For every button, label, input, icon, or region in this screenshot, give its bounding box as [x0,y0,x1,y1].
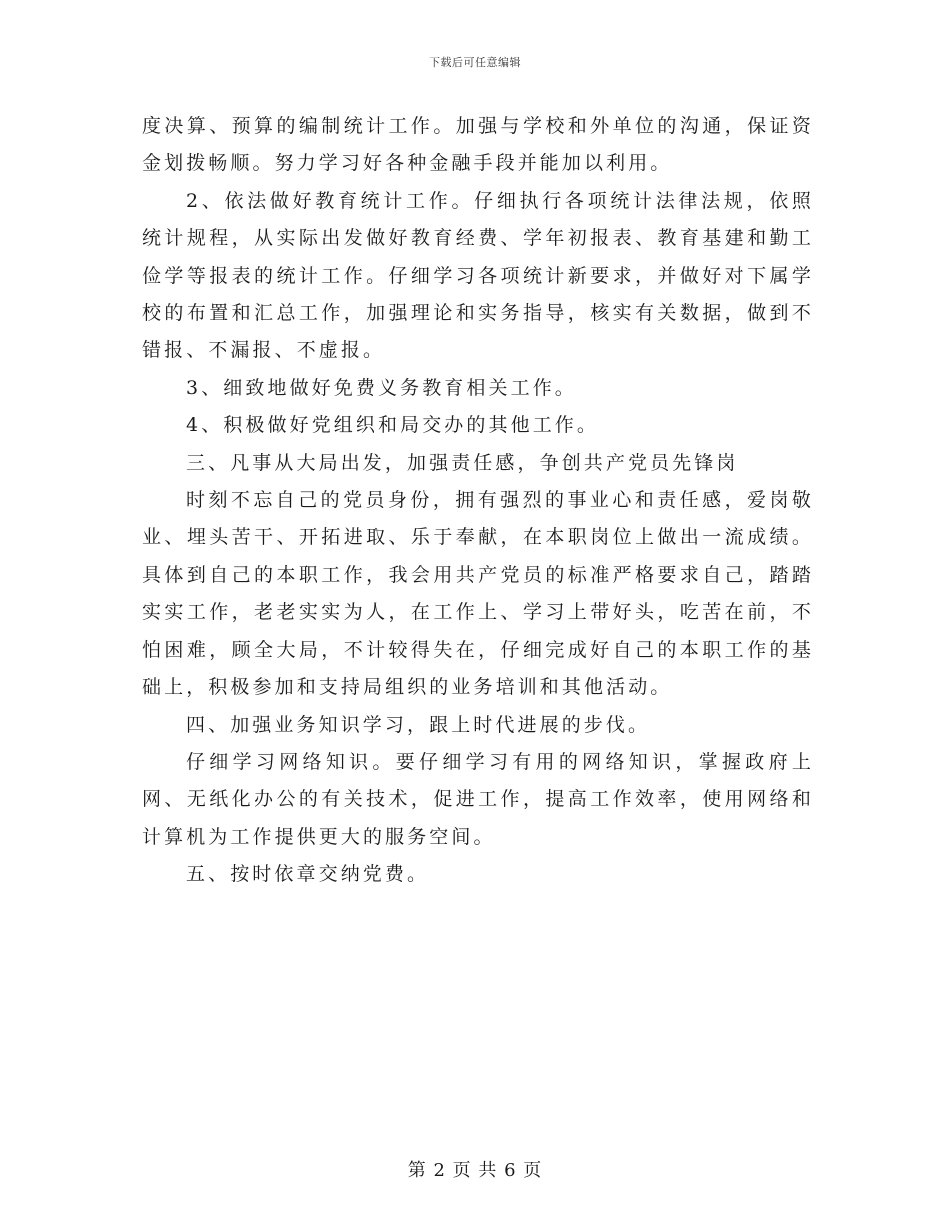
paragraph-8: 仔细学习网络知识。要仔细学习有用的网络知识，掌握政府上网、无纸化办公的有关技术，促进工作，提高工作效率，使用网络和计算机为工作提供更大的服务空间。 [142,750,814,848]
header-note: 下载后可任意编辑 [429,56,521,69]
paragraph-6: 时刻不忘自己的党员身份，拥有强烈的事业心和责任感，爱岗敬业、埋头苦干、开拓进取、乐于奉献，在本职岗位上做出一流成绩。具体到自己的本职工作，我会用共产党员的标准严格要求自己，踏踏实实工作，老老实实为人，在工作上、学习上带好头，吃苦在前，不怕困难，顾全大局，不计较得失在，仔细完成好自己的本职工作的基础上，积极参加和支持局组织的业务培训和其他活动。 [142,489,814,699]
paragraph-4: 4、积极做好党组织和局交办的其他工作。 [186,414,599,437]
paragraph-3: 3、细致地做好免费义务教育相关工作。 [186,376,577,399]
paragraph-1: 度决算、预算的编制统计工作。加强与学校和外单位的沟通，保证资金划拨畅顺。努力学习好各种金融手段并能加以利用。 [142,115,814,175]
section-heading-4: 四、加强业务知识学习，跟上时代进展的步伐。 [186,713,651,736]
paragraph-2: 2、依法做好教育统计工作。仔细执行各项统计法律法规，依照统计规程，从实际出发做好教育经费、学年初报表、教育基建和勤工俭学等报表的统计工作。仔细学习各项统计新要求，并做好对下属学校的布置和汇总工作，加强理论和实务指导，核实有关数据，做到不错报、不漏报、不虚报。 [142,189,814,362]
section-heading-5: 五、按时依章交纳党费。 [186,863,430,886]
section-heading-3: 三、凡事从大局出发，加强责任感，争创共产党员先锋岗 [186,451,739,474]
document-body [142,108,814,894]
page-number: 第 2 页 共 6 页 [407,1160,543,1181]
